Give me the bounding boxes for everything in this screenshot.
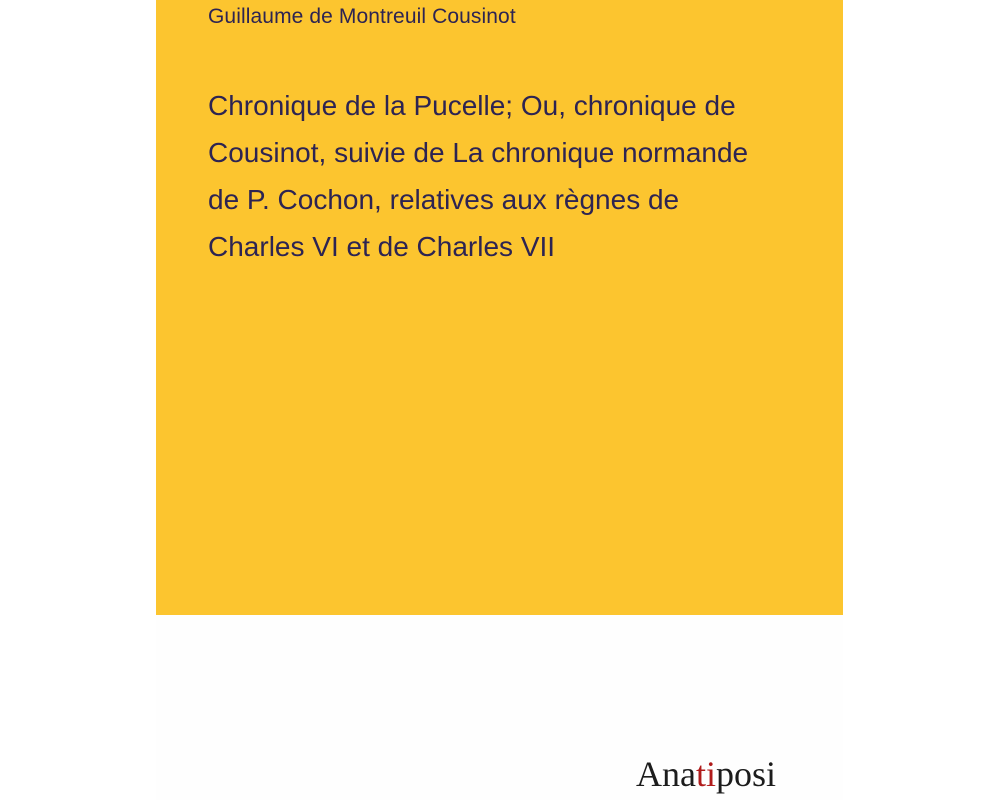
publisher-logo <box>636 752 776 796</box>
title-line: Charles VI et de Charles VII <box>208 231 556 262</box>
title-line: Cousinot, suivie de La chronique normande <box>208 137 749 168</box>
title-line: Chronique de la Pucelle; Ou, chronique de <box>208 90 736 121</box>
publisher-name-part: posi <box>716 754 777 794</box>
publisher-name-part: Ana <box>636 754 696 794</box>
title-line: de P. Cochon, relatives aux règnes de <box>208 184 680 215</box>
author-name: Guillaume de Montreuil Cousinot <box>208 5 516 28</box>
publisher-name-accent: ti <box>695 754 716 794</box>
book-title <box>208 82 808 270</box>
